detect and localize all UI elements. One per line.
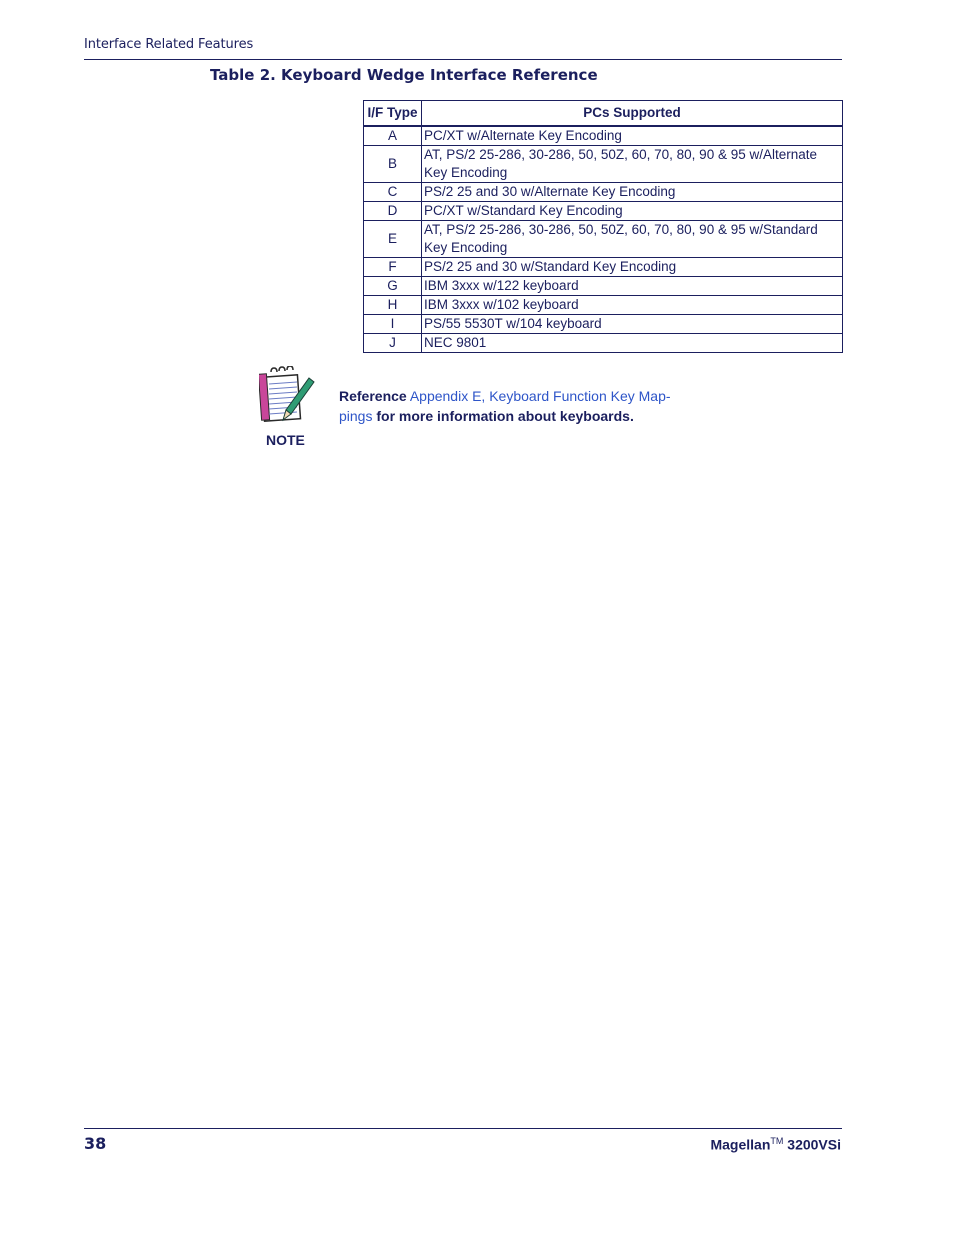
if-type-cell: B bbox=[364, 146, 422, 183]
pcs-supported-cell: IBM 3xxx w/122 keyboard bbox=[422, 277, 843, 296]
header-rule bbox=[84, 59, 842, 60]
table-header-row bbox=[364, 101, 843, 127]
pcs-supported-cell: NEC 9801 bbox=[422, 334, 843, 353]
if-type-cell: H bbox=[364, 296, 422, 315]
if-type-cell: D bbox=[364, 202, 422, 221]
note-prefix: Reference bbox=[339, 388, 407, 404]
pcs-supported-cell: PS/2 25 and 30 w/Standard Key Encoding bbox=[422, 258, 843, 277]
page-number: 38 bbox=[84, 1134, 107, 1153]
table-title: Table 2. Keyboard Wedge Interface Reference bbox=[210, 66, 598, 84]
pcs-supported-cell: AT, PS/2 25-286, 30-286, 50, 50Z, 60, 70, 80, 90 & 95 w/Standard Key Encoding bbox=[422, 221, 843, 258]
note-text bbox=[339, 386, 679, 426]
pcs-supported-cell: IBM 3xxx w/102 keyboard bbox=[422, 296, 843, 315]
notepad-pen-icon bbox=[259, 366, 315, 424]
product-name: Magellan bbox=[710, 1136, 771, 1153]
if-type-cell: J bbox=[364, 334, 422, 353]
if-type-cell: F bbox=[364, 258, 422, 277]
column-header-pcs-supported: PCs Supported bbox=[422, 101, 843, 127]
if-type-cell: E bbox=[364, 221, 422, 258]
table-row bbox=[364, 221, 843, 258]
table-body bbox=[364, 126, 843, 353]
table-row bbox=[364, 202, 843, 221]
product-model: 3200VSi bbox=[787, 1136, 841, 1153]
table-row bbox=[364, 334, 843, 353]
table-row bbox=[364, 296, 843, 315]
note-label: NOTE bbox=[266, 432, 305, 448]
table-row bbox=[364, 277, 843, 296]
table-row bbox=[364, 315, 843, 334]
if-type-cell: G bbox=[364, 277, 422, 296]
table-row bbox=[364, 258, 843, 277]
column-header-if-type: I/F Type bbox=[364, 101, 422, 127]
table-row bbox=[364, 126, 843, 146]
pcs-supported-cell: PC/XT w/Standard Key Encoding bbox=[422, 202, 843, 221]
table-row bbox=[364, 146, 843, 183]
trademark-mark: TM bbox=[770, 1136, 784, 1146]
appendix-e-link[interactable]: Appendix E, Keyboard Function Key Map-pings bbox=[339, 388, 671, 424]
pcs-supported-cell: PS/55 5530T w/104 keyboard bbox=[422, 315, 843, 334]
if-type-cell: A bbox=[364, 126, 422, 146]
keyboard-wedge-table bbox=[363, 100, 843, 353]
running-header: Interface Related Features bbox=[84, 37, 254, 52]
footer-product bbox=[710, 1136, 841, 1153]
pcs-supported-cell: AT, PS/2 25-286, 30-286, 50, 50Z, 60, 70, 80, 90 & 95 w/Alternate Key Encoding bbox=[422, 146, 843, 183]
pcs-supported-cell: PC/XT w/Alternate Key Encoding bbox=[422, 126, 843, 146]
table-row bbox=[364, 183, 843, 202]
note-suffix: for more information about keyboards. bbox=[376, 408, 634, 424]
pcs-supported-cell: PS/2 25 and 30 w/Alternate Key Encoding bbox=[422, 183, 843, 202]
footer-rule bbox=[84, 1128, 842, 1129]
if-type-cell: I bbox=[364, 315, 422, 334]
if-type-cell: C bbox=[364, 183, 422, 202]
